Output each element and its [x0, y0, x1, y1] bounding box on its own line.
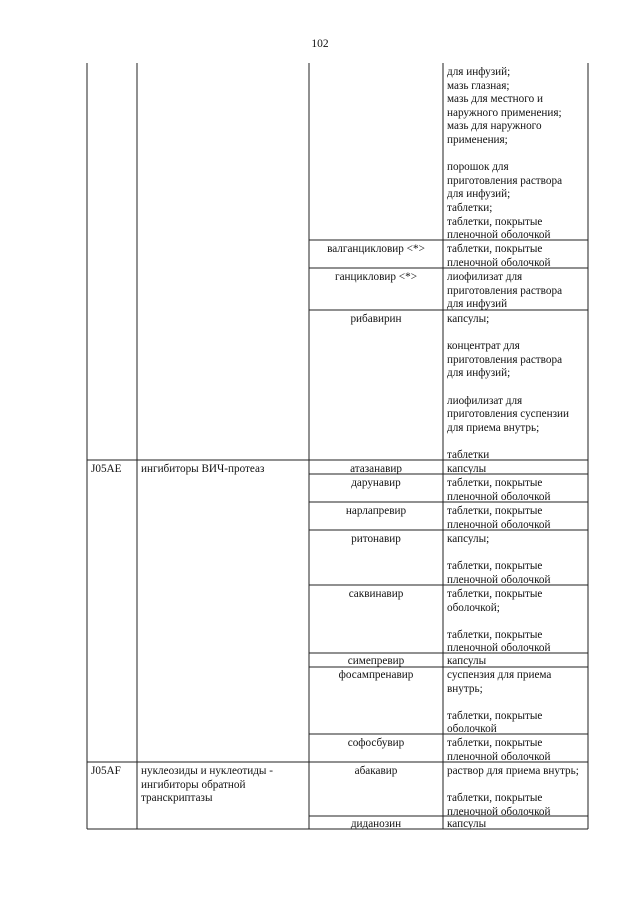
drug-forms: лиофилизат для приготовления раствора для инфузий — [447, 271, 563, 311]
drug-forms: таблетки, покрытые пленочной оболочкой — [447, 737, 551, 763]
drug-forms: капсулы — [447, 818, 487, 830]
drug-name: симепревир — [347, 655, 405, 667]
drug-name: софосбувир — [347, 737, 405, 749]
drug-name: саквинавир — [348, 588, 404, 600]
drug-forms: суспензия для приема внутрь; таблетки, покрытые оболочкой — [447, 669, 552, 736]
atc-code: J05AF — [91, 765, 121, 777]
forms-continuation — [447, 66, 562, 243]
drug-name: ганцикловир <*> — [335, 271, 417, 283]
drug-name: абакавир — [354, 765, 398, 777]
group-name: ингибиторы ВИЧ-протеаз — [141, 463, 265, 475]
drug-forms: капсулы — [447, 463, 487, 475]
atc-code: J05AE — [91, 463, 122, 475]
drug-forms: таблетки, покрытые оболочкой; таблетки, покрытые пленочной оболочкой — [447, 588, 551, 655]
drug-forms: таблетки, покрытые пленочной оболочкой — [447, 505, 551, 531]
drug-name: нарлапревир — [345, 505, 407, 517]
drug-forms: раствор для приема внутрь; таблетки, покрытые пленочной оболочкой — [447, 765, 579, 818]
drug-name: ритонавир — [351, 533, 401, 545]
drug-forms: капсулы — [447, 655, 487, 667]
page-number: 102 — [311, 38, 329, 50]
drug-name: валганцикловир <*> — [327, 243, 425, 255]
group-name: нуклеозиды и нуклеотиды - ингибиторы обратной транскриптазы — [141, 765, 273, 805]
drug-forms: таблетки, покрытые пленочной оболочкой — [447, 243, 551, 269]
drug-forms: капсулы; концентрат для приготовления раствора для инфузий; лиофилизат для приготовления суспензии для приема внутрь; таблетки — [447, 313, 569, 461]
drug-name: дарунавир — [351, 477, 401, 489]
drug-name: фосампренавир — [338, 669, 414, 681]
drug-name: атазанавир — [350, 463, 402, 475]
drug-name: рибавирин — [350, 313, 402, 325]
drug-name: диданозин — [350, 818, 402, 830]
forms-text: для инфузий; мазь глазная; мазь для местного и наружного применения; мазь для наружного применения; порошок для приготовления раствора для инфузий; таблетки; таблетки, покрытые пленочной оболочкой — [447, 66, 563, 242]
drug-forms: капсулы; таблетки, покрытые пленочной оболочкой — [447, 533, 551, 586]
drug-forms: таблетки, покрытые пленочной оболочкой — [447, 477, 551, 503]
